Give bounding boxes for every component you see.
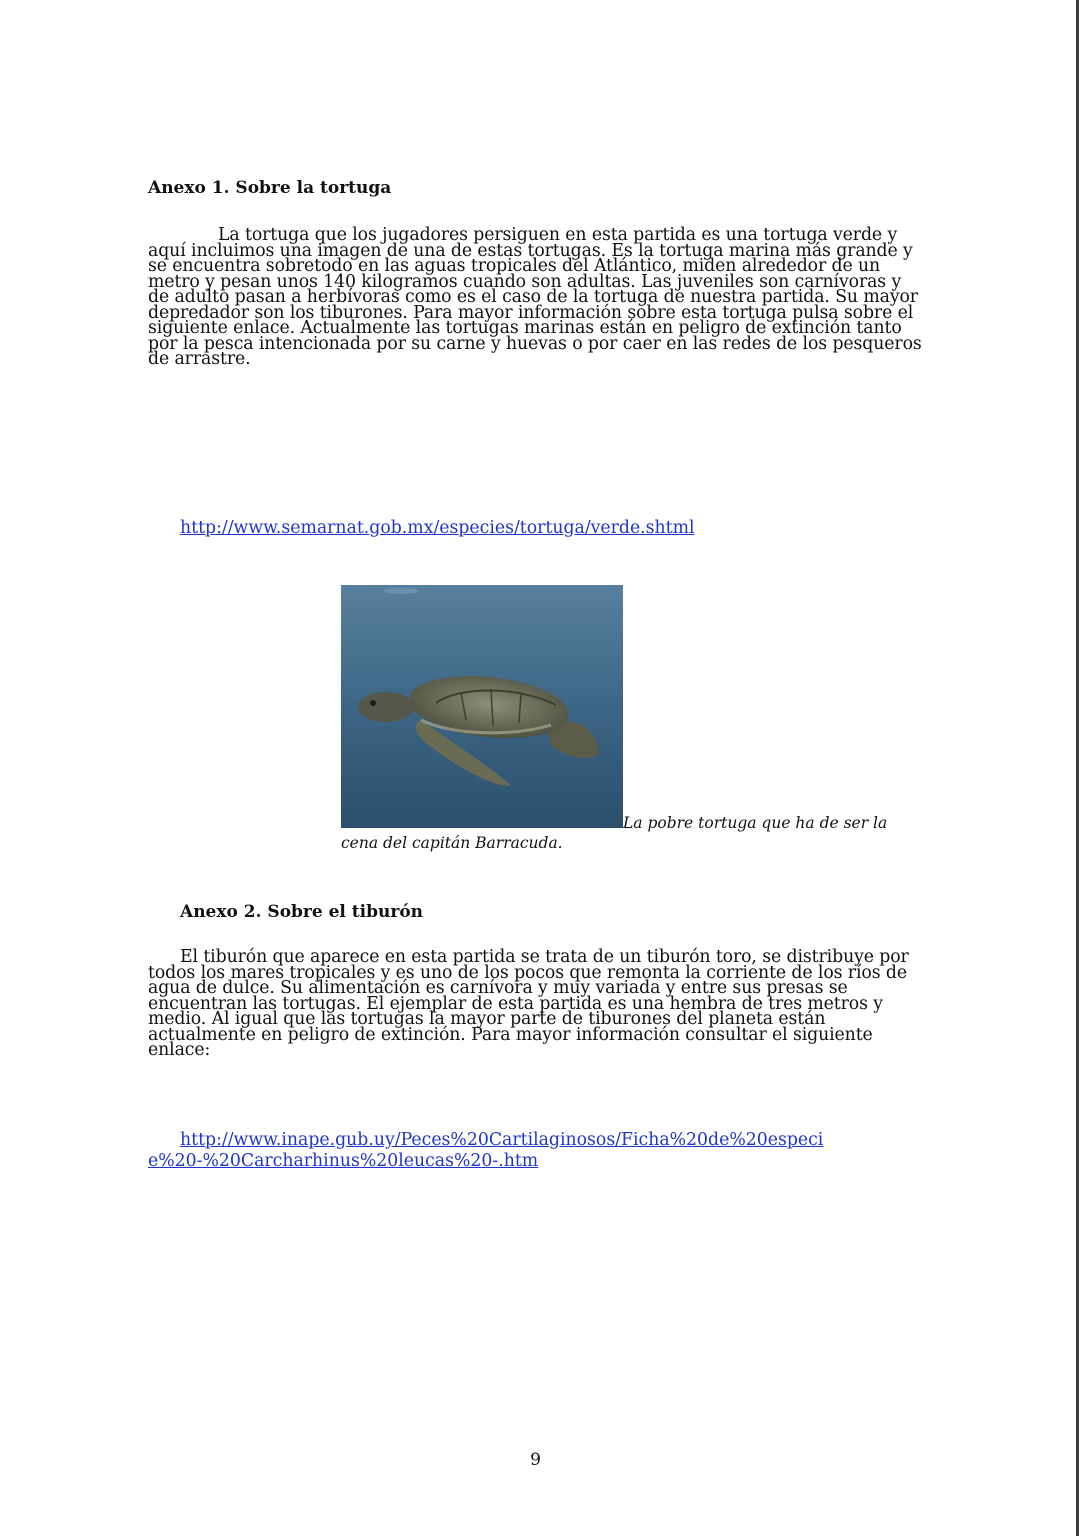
turtle-info-link[interactable]: http://www.semarnat.gob.mx/especies/tortuga/verde.shtml	[180, 518, 695, 538]
annex1-paragraph: La tortuga que los jugadores persiguen en esta partida es una tortuga verde y aquí incluimos una imagen de una de estas tortugas. Es la tortuga marina más grande y se encuentra sobretodo en las aguas tropicales del Atlántico, miden alrededor de un metro y pesan unos 140 kilogramos cuando son adultas. Las juveniles son carnívoras y de adulto pasan a herbívoras como es el caso de la tortuga de nuestra partida. Su mayor depredador son los tiburones. Para mayor información sobre esta tortuga pulsa sobre el siguiente enlace. Actualmente las tortugas marinas están en peligro de extinción tanto por la pesca intencionada por su carne y huevas o por caer en las redes de los pesqueros de arrastre.	[148, 225, 922, 369]
document-page	[148, 0, 923, 1536]
shark-info-link-line1[interactable]: http://www.inape.gub.uy/Peces%20Cartilaginosos/Ficha%20de%20especi	[180, 1130, 824, 1150]
shark-info-link-line2[interactable]: e%20-%20Carcharhinus%20leucas%20-.htm	[148, 1151, 539, 1171]
annex2-paragraph: El tiburón que aparece en esta partida se trata de un tiburón toro, se distribuye por todos los mares tropicales y es uno de los pocos que remonta la corriente de los ríos de agua de dulce. Su alimentación es carnívora y muy variada y entre sus presas se encuentran las tortugas. El ejemplar de esta partida es una hembra de tres metros y medio. Al igual que las tortugas la mayor parte de tiburones del planeta están actualmente en peligro de extinción. Para mayor información consultar el siguiente enlace:	[148, 947, 909, 1060]
turtle-photo	[341, 585, 623, 828]
annex1-heading: Anexo 1. Sobre la tortuga	[148, 178, 392, 198]
photo-caption-line2: cena del capitán Barracuda.	[341, 834, 563, 852]
photo-caption-line1: La pobre tortuga que ha de ser la	[623, 814, 888, 832]
page-number: 9	[530, 1450, 541, 1470]
annex2-heading: Anexo 2. Sobre el tiburón	[180, 902, 424, 922]
